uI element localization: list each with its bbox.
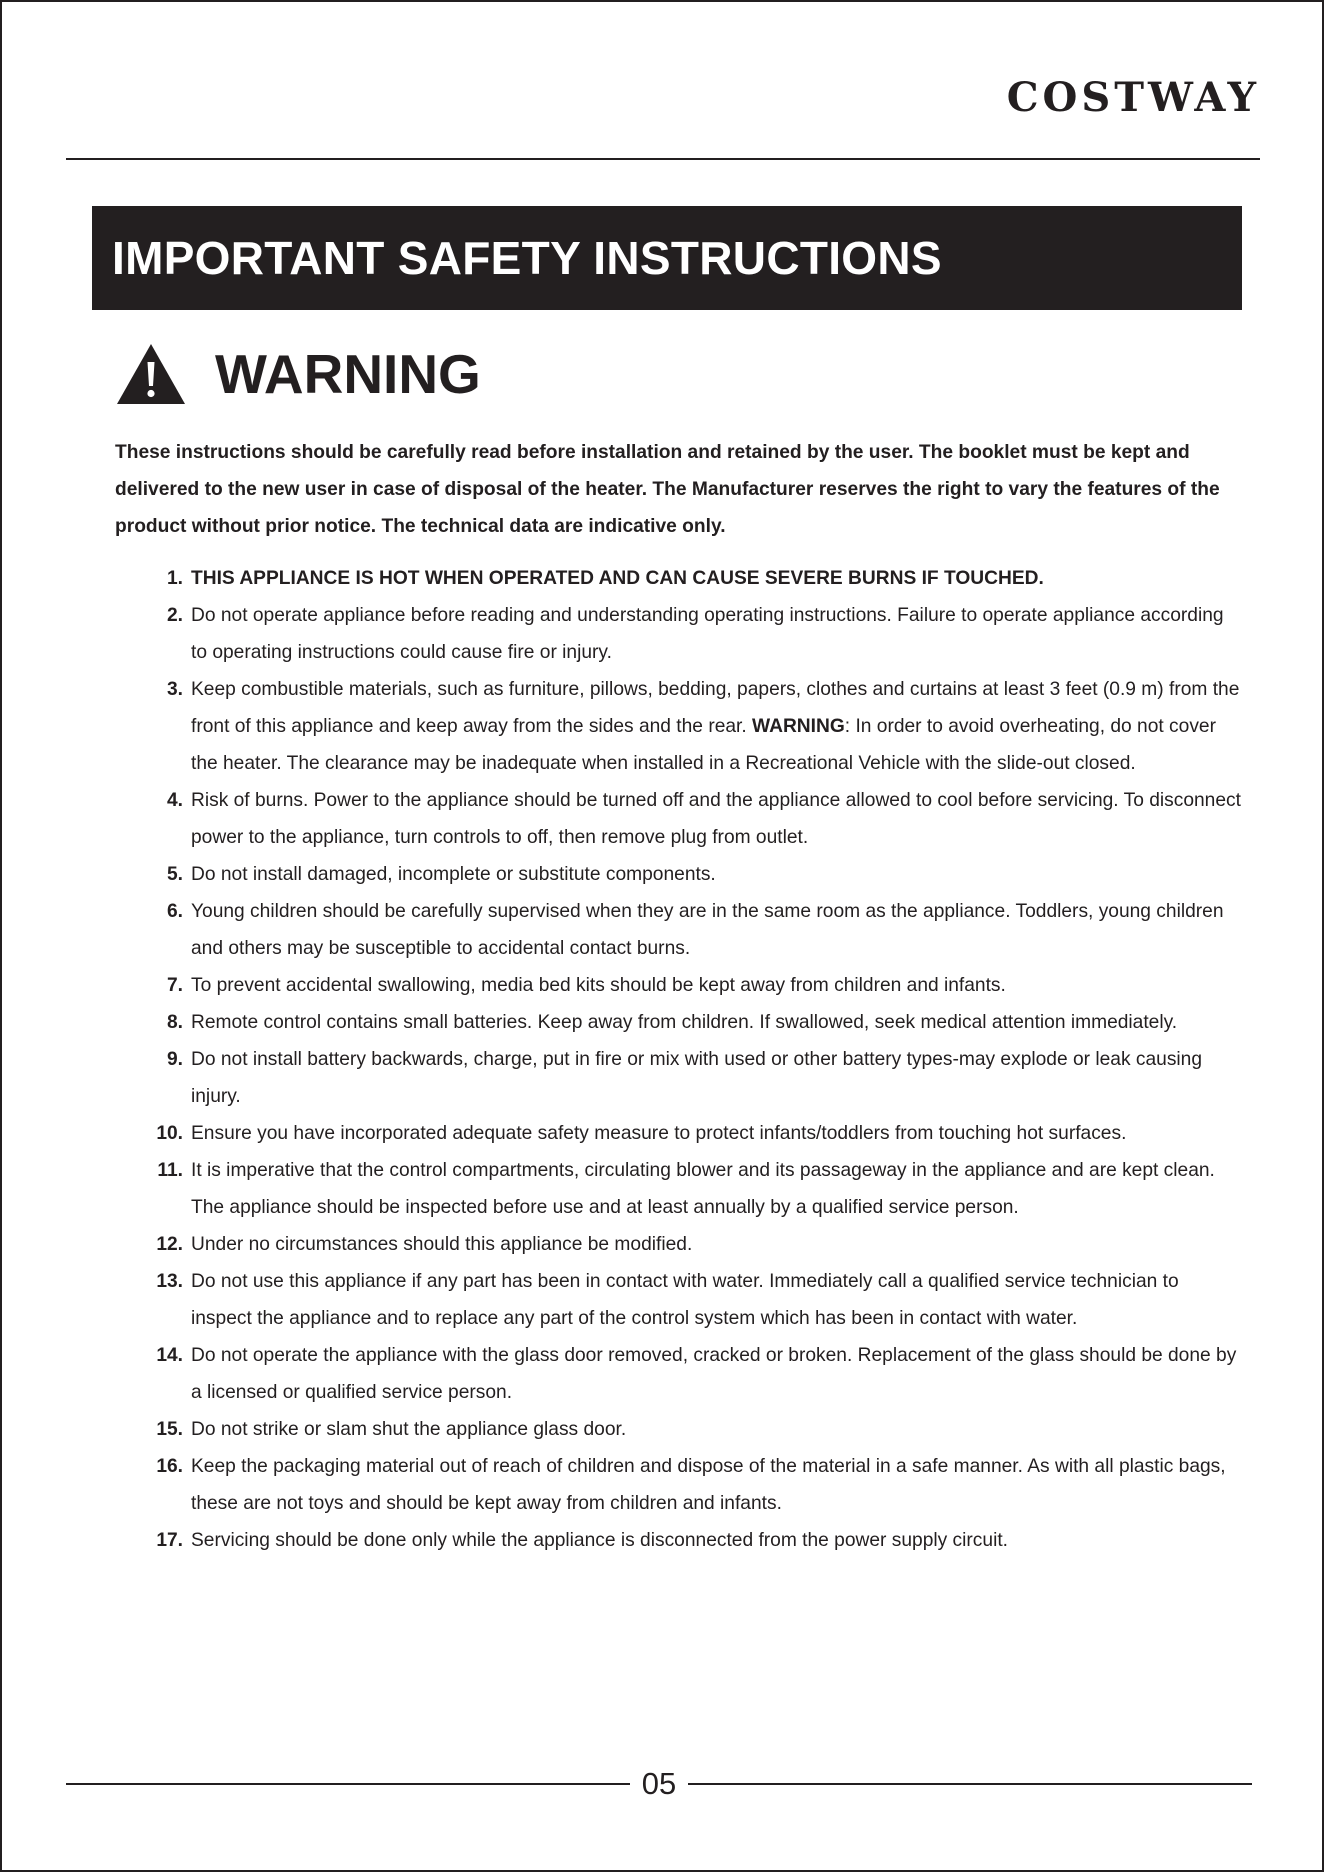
item-number: 6. [166, 901, 183, 922]
list-item [112, 1115, 1242, 1152]
footer-divider-left [66, 1783, 630, 1785]
item-number: 7. [166, 975, 183, 996]
item-text: It is imperative that the control compartments, circulating blower and its passageway in the appliance and are kept clean. The appliance should be inspected before use and at least annually by a qualified service person. [191, 1160, 1215, 1218]
item-number: 11. [157, 1160, 183, 1181]
item-number: 15. [156, 1419, 183, 1440]
footer-divider-right [688, 1783, 1252, 1785]
item-text [191, 671, 1242, 782]
instruction-list [112, 560, 1242, 1559]
list-item [112, 967, 1242, 1004]
item-number: 12. [156, 1234, 183, 1255]
item-number: 13. [156, 1271, 183, 1292]
item-text: Remote control contains small batteries. Keep away from children. If swallowed, seek medical attention immediately. [191, 1012, 1178, 1033]
list-item [112, 1337, 1242, 1411]
brand-logo: COSTWAY [1006, 74, 1260, 121]
item-number: 8. [166, 1012, 183, 1033]
item-number: 14. [156, 1345, 183, 1366]
item-number: 1. [166, 568, 183, 589]
item-text: Do not strike or slam shut the appliance glass door. [191, 1419, 627, 1440]
item-number: 10. [156, 1123, 183, 1144]
list-item [112, 1004, 1242, 1041]
page-number: 05 [641, 1766, 677, 1801]
list-item [112, 893, 1242, 967]
item-number: 4. [166, 790, 183, 811]
section-title: IMPORTANT SAFETY INSTRUCTIONS [112, 232, 942, 284]
item-number: 2. [166, 605, 183, 626]
warning-triangle-icon [115, 342, 187, 406]
item-text: To prevent accidental swallowing, media bed kits should be kept away from children and infants. [191, 975, 1006, 996]
item-text: Risk of burns. Power to the appliance should be turned off and the appliance allowed to cool before servicing. To disconnect power to the appliance, turn controls to off, then remove plug from outlet. [191, 790, 1241, 848]
item-number: 9. [166, 1049, 183, 1070]
item-text: Do not operate appliance before reading and understanding operating instructions. Failure to operate appliance according to operating instructions could cause fire or injury. [191, 605, 1224, 663]
warning-title: WARNING [215, 343, 481, 405]
header-divider [66, 158, 1260, 160]
list-item [112, 1226, 1242, 1263]
item-number: 3. [166, 679, 183, 700]
list-item [112, 671, 1242, 782]
item-text: THIS APPLIANCE IS HOT WHEN OPERATED AND CAN CAUSE SEVERE BURNS IF TOUCHED. [191, 568, 1044, 589]
item-text: Do not use this appliance if any part has been in contact with water. Immediately call a qualified service technician to inspect the appliance and to replace any part of the control system which has been in contact with water. [191, 1271, 1179, 1329]
page-footer [66, 1766, 1252, 1802]
inline-warning-label: WARNING [752, 716, 845, 737]
list-item [112, 597, 1242, 671]
section-banner [92, 206, 1242, 310]
item-text: Do not install damaged, incomplete or substitute components. [191, 864, 716, 885]
list-item [112, 560, 1242, 597]
item-number: 5. [166, 864, 183, 885]
item-text: Ensure you have incorporated adequate safety measure to protect infants/toddlers from touching hot surfaces. [191, 1123, 1127, 1144]
item-number: 16. [156, 1456, 183, 1477]
list-item [112, 1522, 1242, 1559]
item-text-part: : In order to avoid overheating, do not cover the heater. The clearance may be inadequate when installed in a Recreational Vehicle with the slide-out closed. [191, 716, 1216, 774]
intro-paragraph: These instructions should be carefully read before installation and retained by the user. The booklet must be kept and delivered to the new user in case of disposal of the heater. The Manufacturer reserves the right to vary the features of the product without prior notice. The technical data are indicative only. [115, 442, 1220, 537]
item-text: Young children should be carefully supervised when they are in the same room as the appliance. Toddlers, young children and others may be susceptible to accidental contact burns. [191, 901, 1224, 959]
warning-heading [115, 342, 481, 406]
item-text: Do not install battery backwards, charge, put in fire or mix with used or other battery types-may explode or leak causing injury. [191, 1049, 1203, 1107]
list-item [112, 782, 1242, 856]
list-item [112, 1152, 1242, 1226]
list-item [112, 1448, 1242, 1522]
list-item [112, 1411, 1242, 1448]
item-number: 17. [156, 1530, 183, 1551]
item-text: Do not operate the appliance with the glass door removed, cracked or broken. Replacement of the glass should be done by a licensed or qualified service person. [191, 1345, 1237, 1403]
list-item [112, 1263, 1242, 1337]
item-text: Under no circumstances should this appliance be modified. [191, 1234, 693, 1255]
list-item [112, 1041, 1242, 1115]
item-text: Servicing should be done only while the appliance is disconnected from the power supply circuit. [191, 1530, 1008, 1551]
item-text-part: Keep combustible materials, such as furniture, pillows, bedding, papers, clothes and curtains at least 3 feet (0.9 m) from the front of this appliance and keep away from the sides and the rear. [191, 679, 1240, 737]
list-item [112, 856, 1242, 893]
item-text: Keep the packaging material out of reach of children and dispose of the material in a safe manner. As with all plastic bags, these are not toys and should be kept away from children and infants. [191, 1456, 1226, 1514]
